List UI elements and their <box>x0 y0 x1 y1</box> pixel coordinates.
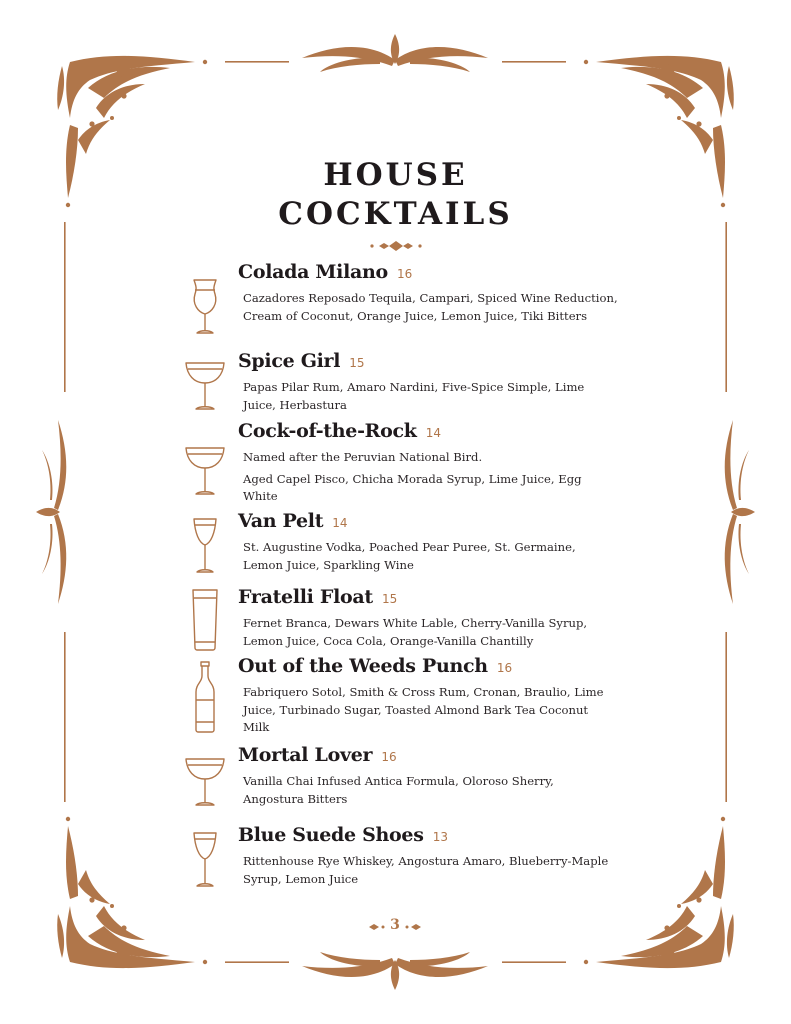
menu-item <box>238 654 618 737</box>
item-price: 13 <box>432 830 448 844</box>
item-note: Named after the Peruvian National Bird. <box>243 450 483 464</box>
menu-title-line1: HOUSE <box>323 157 468 193</box>
item-description: St. Augustine Vodka, Poached Pear Puree, St. Germaine, Lemon Juice, Sparkling Wine <box>243 540 576 572</box>
item-price: 16 <box>496 661 513 675</box>
item-name: Mortal Lover <box>238 744 373 766</box>
nick-and-nora-glass-icon <box>192 831 218 889</box>
page-number-badge <box>365 916 425 938</box>
menu-item <box>238 509 618 574</box>
item-description: Papas Pilar Rum, Amaro Nardini, Five-Spice Simple, Lime Juice, Herbastura <box>243 380 585 412</box>
item-price: 14 <box>425 426 442 440</box>
item-name: Van Pelt <box>238 510 324 532</box>
item-price: 15 <box>381 592 398 606</box>
item-price: 14 <box>332 516 348 530</box>
item-description: Vanilla Chai Infused Antica Formula, Oloroso Sherry, Angostura Bitters <box>243 774 554 806</box>
coupe-glass-icon <box>184 757 226 807</box>
item-name: Spice Girl <box>238 350 341 372</box>
menu-item <box>238 823 618 888</box>
menu-item <box>238 743 618 808</box>
menu-item <box>238 419 618 506</box>
tulip-glass-icon <box>190 278 220 336</box>
highball-glass-icon <box>191 588 219 652</box>
page-number: 3 <box>390 917 400 933</box>
item-description: Fabriquero Sotol, Smith & Cross Rum, Cronan, Braulio, Lime Juice, Turbinado Sugar, Toasted Almond Bark Tea Coconut Milk <box>243 685 604 735</box>
item-name: Out of the Weeds Punch <box>238 655 488 677</box>
item-description: Cazadores Reposado Tequila, Campari, Spiced Wine Reduction, Cream of Coconut, Orange Juice, Lemon Juice, Tiki Bitters <box>243 291 618 323</box>
item-name: Cock-of-the-Rock <box>238 420 417 442</box>
bottle-icon <box>193 660 217 734</box>
item-description: Fernet Branca, Dewars White Lable, Cherry-Vanilla Syrup, Lemon Juice, Coca Cola, Orange-Vanilla Chantilly <box>243 616 588 648</box>
item-name: Fratelli Float <box>238 586 373 608</box>
title-divider-ornament <box>366 240 426 252</box>
item-name: Colada Milano <box>238 261 388 283</box>
nick-and-nora-glass-icon <box>192 517 218 575</box>
item-description: Aged Capel Pisco, Chicha Morada Syrup, Lime Juice, Egg White <box>243 471 582 504</box>
menu-item <box>238 585 618 650</box>
item-name: Blue Suede Shoes <box>238 824 424 846</box>
item-price: 16 <box>381 750 397 764</box>
item-price: 15 <box>349 356 365 370</box>
item-description: Rittenhouse Rye Whiskey, Angostura Amaro, Blueberry-Maple Syrup, Lemon Juice <box>243 854 609 886</box>
item-price: 16 <box>397 267 413 281</box>
menu-item <box>238 260 618 325</box>
menu-title-line2: COCKTAILS <box>278 196 513 232</box>
menu-item <box>238 349 618 414</box>
coupe-glass-icon <box>184 446 226 496</box>
coupe-glass-icon <box>184 361 226 411</box>
